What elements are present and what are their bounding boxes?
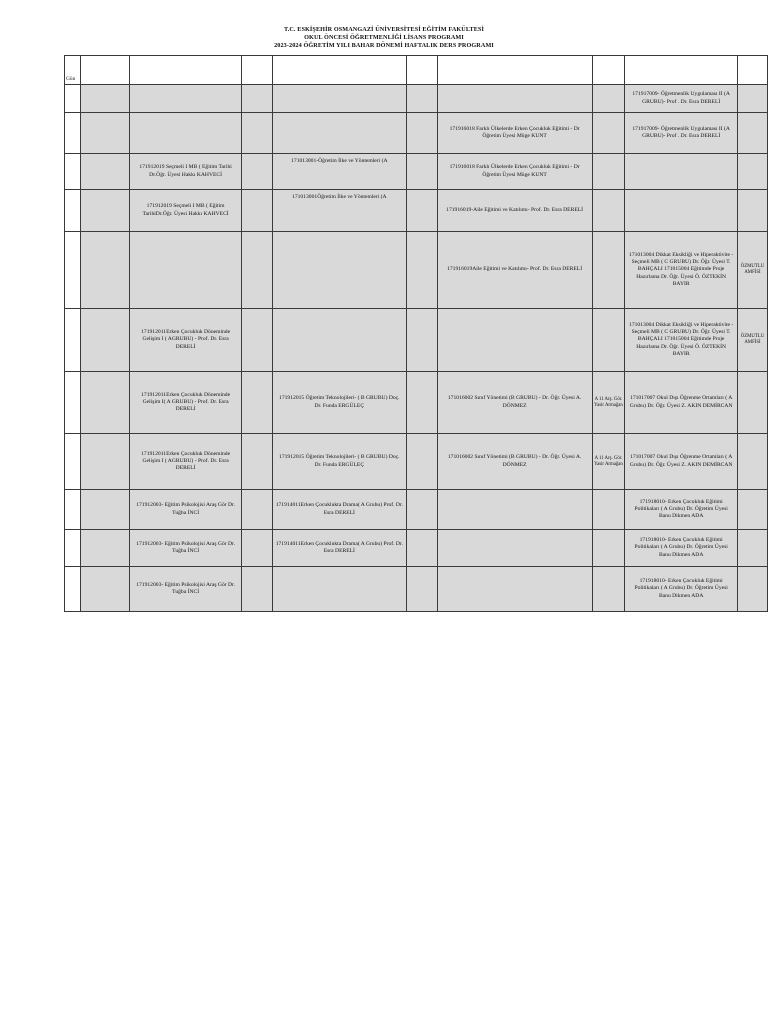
table-cell: [242, 490, 273, 530]
table-cell: 171914011Erken Çocuklukta Drama( A Grubu) Prof. Dr. Esra DERELİ: [272, 530, 406, 567]
header-program: OKUL ÖNCESİ ÖĞRETMENLİĞİ LİSANS PROGRAMI: [304, 34, 464, 41]
room-cell: [737, 85, 767, 113]
table-cell: [242, 154, 273, 190]
table-cell: [80, 567, 129, 612]
table-cell: 171916018 Farklı Ülkelerde Erken Çocukluk Eğitimi - Dr Öğretim Üyesi Müge KUNT: [437, 113, 592, 154]
day-cell: [65, 567, 81, 612]
table-cell: [242, 309, 273, 372]
table-row: [65, 85, 768, 113]
day-cell: [65, 232, 81, 309]
table-cell: 171916019Aile Eğitimi ve Katılımı- Prof. Dr. Esra DERELİ: [437, 232, 592, 309]
table-cell: [407, 154, 438, 190]
table-cell: [407, 434, 438, 490]
table-cell: [130, 85, 242, 113]
table-cell: [242, 372, 273, 434]
table-cell: 171918010- Erken Çocukluk Eğitimi Politikaları ( A Grubu) Dr. Öğretim Üyesi Banu Dikmen ADA: [625, 490, 738, 530]
table-cell: [437, 490, 592, 530]
day-cell: [65, 530, 81, 567]
table-cell: 171013001-Öğretim İlke ve Yöntemleri (A: [272, 154, 406, 190]
table-cell: [272, 113, 406, 154]
table-cell: [407, 309, 438, 372]
room-cell: ÖZMUTLU AMFİSİ: [737, 309, 767, 372]
table-cell: [407, 232, 438, 309]
day-header: Gün: [65, 56, 81, 85]
table-cell: 171017007 Okul Dışı Öğrenme Ortamları ( A Grubu) Dr. Öğr. Üyesi Z. AKIN DEMİRCAN: [625, 434, 738, 490]
header-schedule-title: 2023-2024 ÖĞRETİM YILI BAHAR DÖNEMİ HAFTALIK DERS PROGRAMI: [274, 42, 494, 49]
table-cell: [592, 490, 625, 530]
table-cell: 171912015 Öğretim Teknolojileri- ( B GRUBU) Doç. Dr. Funda ERGÜLEÇ: [272, 434, 406, 490]
table-cell: [407, 190, 438, 232]
day-cell: [65, 309, 81, 372]
table-cell: [592, 113, 625, 154]
table-cell: [272, 309, 406, 372]
table-cell: [242, 113, 273, 154]
table-cell: [272, 567, 406, 612]
table-cell: [625, 56, 738, 85]
table-cell: 171912011Erken Çocukluk Döneminde Gelişim I ( AGRUBU) - Prof. Dr. Esra DERELİ: [130, 434, 242, 490]
table-cell: [80, 309, 129, 372]
table-cell: [242, 190, 273, 232]
table-cell: [242, 85, 273, 113]
table-cell: [80, 530, 129, 567]
room-cell: [737, 190, 767, 232]
day-cell: [65, 190, 81, 232]
table-cell: [625, 154, 738, 190]
table-row: [65, 113, 768, 154]
table-cell: [407, 85, 438, 113]
table-cell: [625, 190, 738, 232]
table-row: [65, 232, 768, 309]
table-cell: [592, 56, 625, 85]
header-row: [65, 56, 768, 85]
table-cell: [272, 85, 406, 113]
table-cell: [130, 232, 242, 309]
table-cell: [592, 567, 625, 612]
table-cell: 171912003- Eğitim Psikolojisi Araş Gör Dr. Tuğba İNCİ: [130, 490, 242, 530]
table-cell: 171016002 Sınıf Yönetimi (B GRUBU) - Dr. Öğr. Üyesi A. DÖNMEZ: [437, 372, 592, 434]
room-cell: [737, 567, 767, 612]
day-cell: [65, 490, 81, 530]
table-cell: [592, 85, 625, 113]
table-cell: [80, 434, 129, 490]
table-cell: [80, 190, 129, 232]
table-row: [65, 490, 768, 530]
table-cell: A 11 Arş. Gör. Yasir Armağan: [592, 434, 625, 490]
table-cell: [242, 56, 273, 85]
table-row: [65, 309, 768, 372]
room-cell: [737, 372, 767, 434]
table-cell: [437, 567, 592, 612]
table-cell: 171918010- Erken Çocukluk Eğitimi Politikaları ( A Grubu) Dr. Öğretim Üyesi Banu Dikmen ADA: [625, 567, 738, 612]
table-cell: 171912011Erken Çocukluk Döneminde Gelişim I( A GRUBU) - Prof. Dr. Esra DERELİ: [130, 372, 242, 434]
table-cell: [242, 232, 273, 309]
table-cell: [592, 154, 625, 190]
table-row: [65, 530, 768, 567]
table-cell: 171918010- Erken Çocukluk Eğitimi Politikaları ( A Grubu) Dr. Öğretim Üyesi Banu Dikmen ADA: [625, 530, 738, 567]
table-row: [65, 567, 768, 612]
table-cell: [242, 434, 273, 490]
table-cell: [272, 56, 406, 85]
table-cell: 171912019 Seçmeli I MB ( Eğitim TarihiDr.Öğr. Üyesi Hakkı KAHVECİ: [130, 190, 242, 232]
table-cell: 171912003- Eğitim Psikolojisi Araş Gör Dr. Tuğba İNCİ: [130, 567, 242, 612]
table-cell: [272, 232, 406, 309]
day-cell: [65, 154, 81, 190]
room-cell: [737, 490, 767, 530]
table-cell: [407, 490, 438, 530]
table-cell: [130, 56, 242, 85]
table-cell: [437, 530, 592, 567]
day-cell: [65, 113, 81, 154]
day-cell: [65, 434, 81, 490]
table-cell: 171912015 Öğretim Teknolojileri- ( B GRUBU) Doç. Dr. Funda ERGÜLEÇ: [272, 372, 406, 434]
table-cell: 171916018 Farklı Ülkelerde Erken Çocukluk Eğitimi - Dr Öğretim Üyesi Müge KUNT: [437, 154, 592, 190]
table-cell: 171917009- Öğretmenlik Uygulaması II (A GRUBU)- Prof . Dr. Esra DERELİ: [625, 85, 738, 113]
table-row: [65, 372, 768, 434]
table-cell: [592, 232, 625, 309]
table-cell: [592, 530, 625, 567]
table-row: [65, 190, 768, 232]
table-row: [65, 434, 768, 490]
table-cell: [80, 372, 129, 434]
table-cell: 171016002 Sınıf Yönetimi (B GRUBU) - Dr. Öğr. Üyesi A. DÖNMEZ: [437, 434, 592, 490]
day-cell: [65, 372, 81, 434]
table-cell: [407, 113, 438, 154]
table-cell: [242, 567, 273, 612]
table-cell: 171916019-Aile Eğitimi ve Katılımı- Prof. Dr. Esra DERELİ: [437, 190, 592, 232]
table-cell: [80, 113, 129, 154]
table-cell: [437, 85, 592, 113]
day-cell: [65, 85, 81, 113]
table-row: [65, 154, 768, 190]
table-cell: 171013001Öğretim İlke ve Yöntemleri (A: [272, 190, 406, 232]
table-cell: [130, 113, 242, 154]
table-cell: 171013004 Dikkat Eksikliği ve Hiperaktivite - Seçmeli MB ( C GRUBU) Dr. Öğr. Üyesi T. BAHÇALI 171015004 Eğitimde Proje Hazırlama Dr. Öğr. Üyesi Ö. ÖZTEKİN BAYIR: [625, 309, 738, 372]
weekly-schedule-table: [64, 55, 768, 612]
table-cell: 171912011Erken Çocukluk Döneminde Gelişim I ( AGRUBU) - Prof. Dr. Esra DERELİ: [130, 309, 242, 372]
table-cell: [80, 56, 129, 85]
document-header: [0, 26, 768, 50]
table-cell: [242, 530, 273, 567]
room-cell: [737, 113, 767, 154]
table-cell: [437, 56, 592, 85]
table-cell: 171912003- Eğitim Psikolojisi Araş Gör Dr. Tuğba İNCİ: [130, 530, 242, 567]
room-cell: [737, 530, 767, 567]
table-cell: [592, 190, 625, 232]
table-cell: 171017007 Okul Dışı Öğrenme Ortamları ( A Grubu) Dr. Öğr. Üyesi Z. AKIN DEMİRCAN: [625, 372, 738, 434]
table-cell: [80, 232, 129, 309]
room-cell: [737, 434, 767, 490]
table-cell: [737, 56, 767, 85]
table-cell: [407, 567, 438, 612]
table-cell: 171914011Erken Çocuklukta Drama( A Grubu) Prof. Dr. Esra DERELİ: [272, 490, 406, 530]
table-cell: [407, 372, 438, 434]
table-cell: [437, 309, 592, 372]
table-cell: 171013004 Dikkat Eksikliği ve Hiperaktivite - Seçmeli MB ( C GRUBU) Dr. Öğr. Üyesi T. BAHÇALI 171015004 Eğitimde Proje Hazırlama Dr. Öğr. Üyesi Ö. ÖZTEKİN BAYIR: [625, 232, 738, 309]
table-cell: [407, 530, 438, 567]
table-cell: [80, 490, 129, 530]
table-cell: [592, 309, 625, 372]
header-university: T.C. ESKİŞEHİR OSMANGAZİ ÜNİVERSİTESİ EĞİTİM FAKÜLTESİ: [283, 26, 485, 33]
table-cell: 171912019 Seçmeli I MB ( Eğitim Tarihi Dr.Öğr. Üyesi Hakkı KAHVECİ: [130, 154, 242, 190]
room-cell: ÖZMUTLU AMFİSİ: [737, 232, 767, 309]
table-cell: [80, 154, 129, 190]
table-cell: 171917009- Öğretmenlik Uygulaması II (A GRUBU)- Prof . Dr. Esra DERELİ: [625, 113, 738, 154]
table-cell: [407, 56, 438, 85]
room-cell: [737, 154, 767, 190]
table-cell: A 11 Arş. Gör. Yasir Armağan: [592, 372, 625, 434]
table-cell: [80, 85, 129, 113]
